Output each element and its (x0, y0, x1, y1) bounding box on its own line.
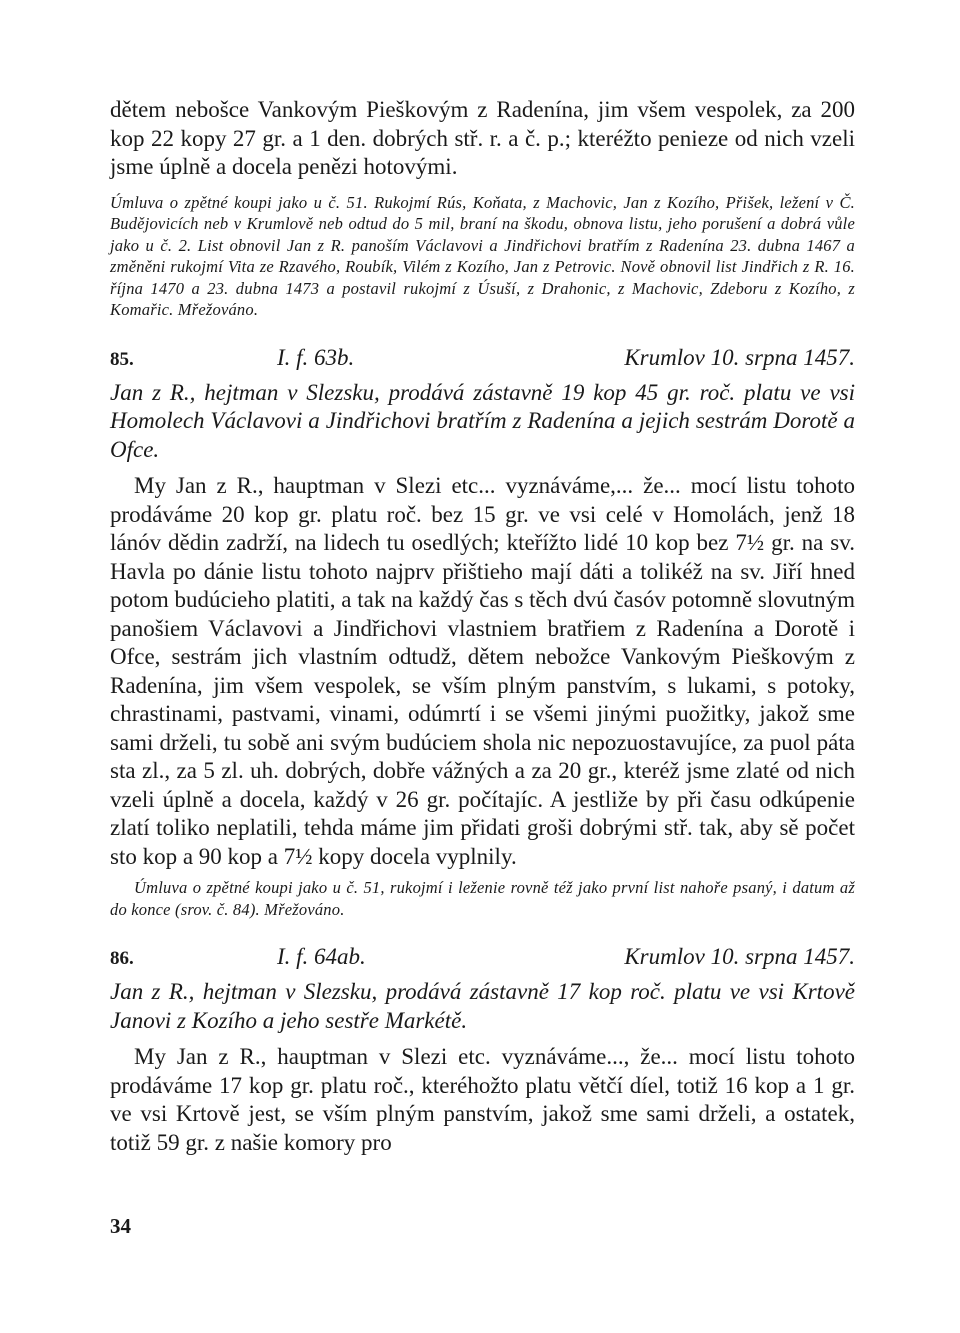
entry-source: I. f. 64ab. (277, 944, 366, 969)
entry-number: 85. (110, 348, 134, 370)
entry-date: Krumlov 10. srpna 1457. (624, 344, 855, 370)
entry-source: I. f. 63b. (277, 344, 355, 370)
continuation-paragraph: dětem nebošce Vankovým Pieškovým z Radenína, jim všem vespolek, za 200 kop 22 kopy 27 gr. a 1 den. dobrých stř. r. a č. p.; kteréžto penieze od nich vzeli jsme úplně a docela penězi hotovými. (110, 97, 855, 179)
editorial-note-84: Úmluva o zpětné koupi jako u č. 51. Rukojmí Rús, Koňata, z Machovic, Jan z Kozího, Přišek, ležení v Č. Budějovicích neb v Krumlově neb odtud do 5 mil, braní na škodu, obnova listu, jeho porušení a dobrá vůle jako u č. 2. List obnovil Jan z R. panoším Václavovi a Jindřichovi bratřím z Radenína 23. dubna 1467 a změněni rukojmí Vita ze Rzavého, Roubík, Vilém z Kozího, Jan z Petrovic. Nově obnovil list Jindřich z R. 16. října 1470 a 23. dubna 1473 a postavil rukojmí z Úsuší, z Drahonic, z Machovic, Zdeboru z Kozího, z Komařic. Mřežováno. (110, 192, 855, 319)
entry-85-summary: Jan z R., hejtman v Slezsku, prodává zástavně 19 kop 45 gr. roč. platu ve vsi Homolech Václavovi a Jindřichovi bratřím z Radenína a jejich sestrám Dorotě a Ofce. (110, 379, 855, 462)
entry-86-heading (110, 944, 855, 970)
entry-date: Krumlov 10. srpna 1457. (624, 944, 855, 969)
entry-86-text: My Jan z R., hauptman v Slezi etc. vyznáváme..., že... mocí listu tohoto prodáváme 17 kop gr. platu roč., kteréhožto platu větčí díel, totiž 16 kop a 1 gr. ve vsi Krtově jest, se vším plným panstvím, jakož sme sami drželi, a ostatek, totiž 59 gr. z našie komory pro (110, 1044, 855, 1155)
entry-86-summary: Jan z R., hejtman v Slezsku, prodává zástavně 17 kop roč. platu ve vsi Krtově Janovi z Kozího a jeho sestře Markétě. (110, 979, 855, 1033)
entry-85-text: My Jan z R., hauptman v Slezi etc... vyznáváme,... že... mocí listu tohoto prodáváme 20 kop gr. platu roč. bez 15 gr. ve vsi celé v Homolách, jenž 18 lánóv dědin zadrží, na lidech tu osedlých; kteřížto lidé 10 kop bez 7½ gr. na sv. Havla po dánie listu tohoto najprv přištieho mají dáti a tolikéž na sv. Jiří hned potom budúcieho platiti, a tak na každý čas s těch dvú časóv potomně slovutným panošiem Václavovi a Jindřichovi vlastniem bratřiem z Radenína a Dorotě i Ofce, sestrám jich vlastním odtudž, dětem nebožce Vankovým Pieškovým z Radenína, jim všem vespolek, se vším plným panstvím, s lukami, s potoky, chrastinami, pastvami, vinami, odúmrtí i se všemi jinými puožitky, jakož sme sami drželi, tu sobě ani svým budúciem shola nic nepozuostavujíce, za puol páta sta zl., za 5 zl. uh. dobrých, dobře vážných a za 20 gr., kteréž jsme zlaté od nich vzeli úplně a docela, každý v 26 gr. počítajíc. A jestliže by při času odkúpenie zlatí toliko neplatili, tehda máme jim přidati groši dobrými stř. tak, aby sě počet sto kop a 90 kop a 7½ kopy docela vyplnily. (110, 473, 855, 869)
document-page (110, 96, 855, 1157)
page-number: 34 (110, 1214, 131, 1238)
editorial-note-85: Úmluva o zpětné koupi jako u č. 51, rukojmí i leženie rovně též jako první list nahoře psaný, i datum až do konce (srov. č. 84). Mřežováno. (110, 878, 855, 919)
entry-85-heading (110, 345, 855, 371)
entry-number: 86. (110, 948, 134, 969)
